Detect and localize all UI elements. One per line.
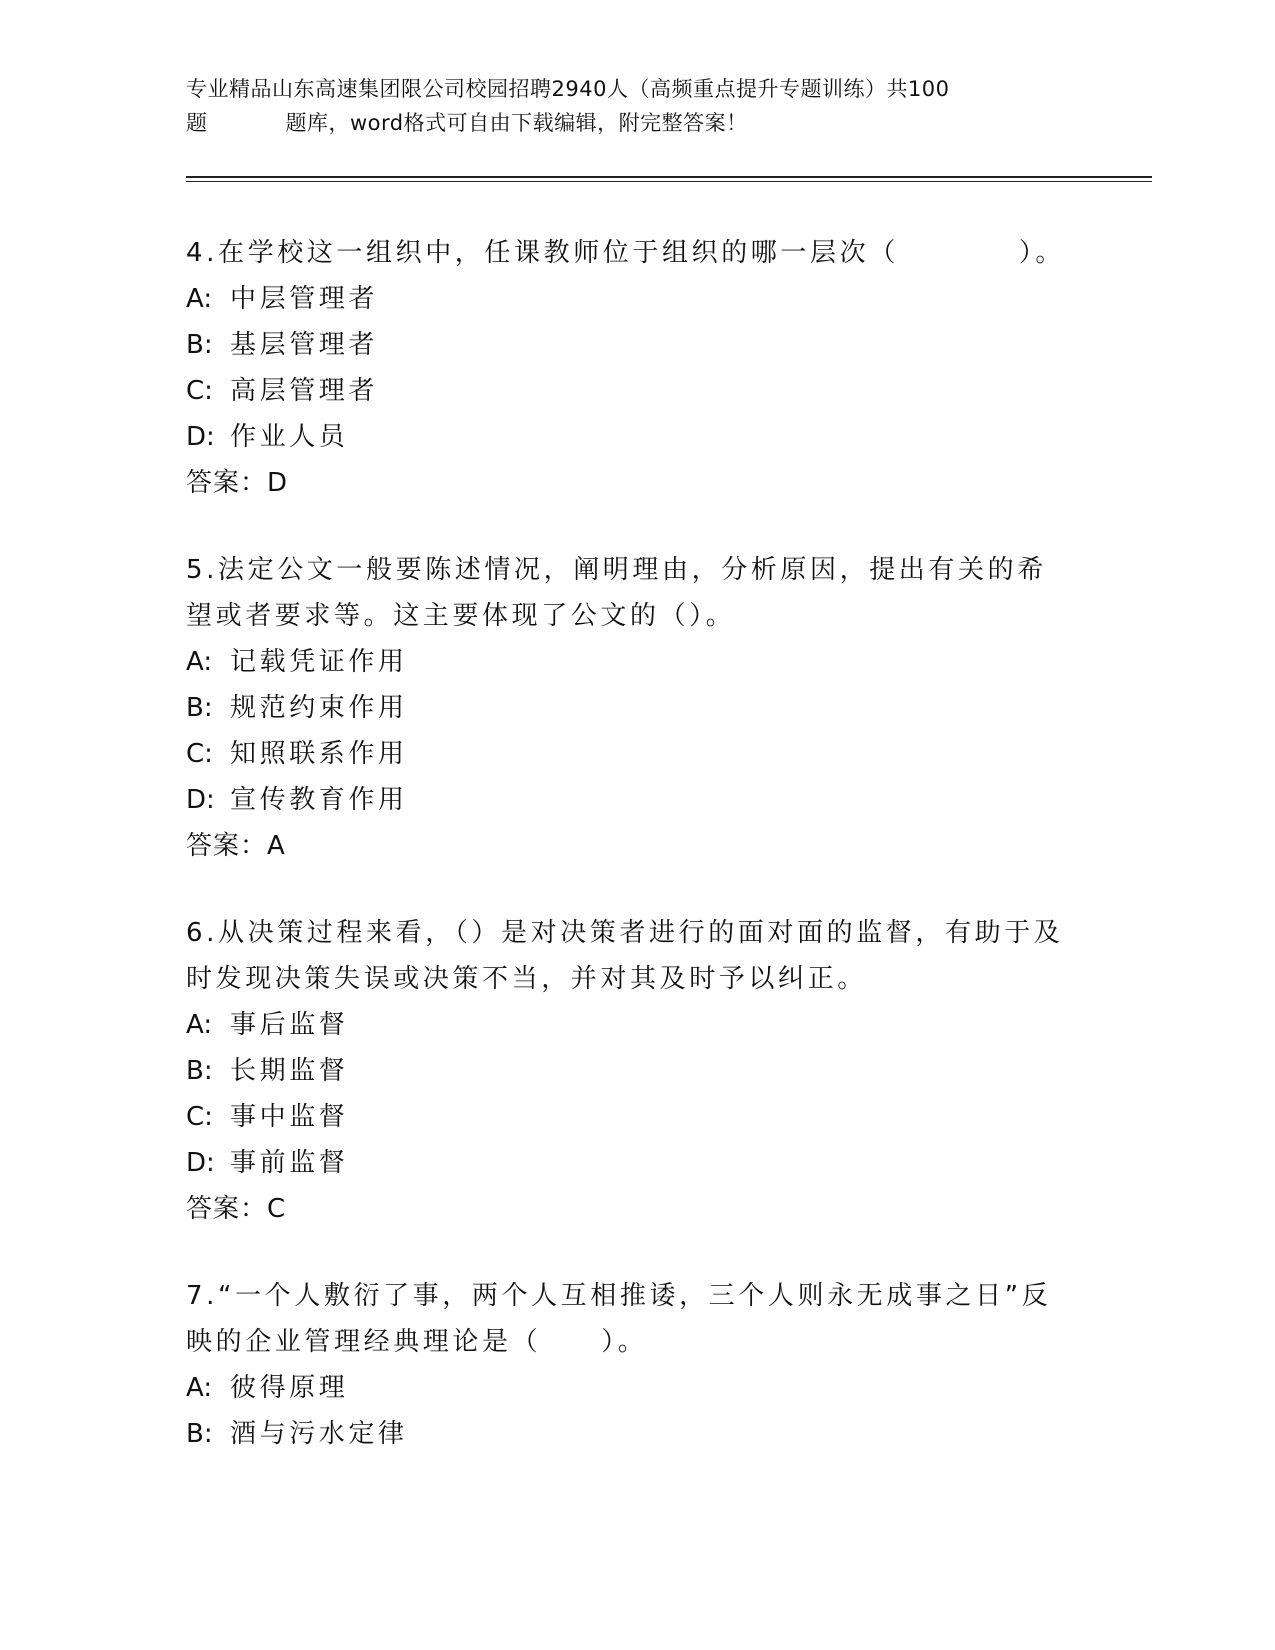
option-c [186,731,1066,777]
option-a [186,1365,1066,1411]
header-line-2 [186,106,1086,140]
header-line-2-right: 题库，word格式可自由下载编辑，附完整答案！ [285,111,748,135]
option-text: 长期监督 [230,1056,349,1086]
option-text: 作业人员 [230,422,349,452]
question-stem-end: ）。 [1018,238,1066,268]
option-text: 规范约束作用 [230,693,408,723]
option-a [186,276,1066,322]
option-letter: C: [186,376,213,406]
option-b [186,1411,1066,1457]
option-text: 记载凭证作用 [230,647,408,677]
option-letter: A: [186,1010,213,1040]
option-b [186,322,1066,368]
answer-key: 答案：A [186,831,286,861]
option-letter: B: [186,1056,213,1086]
option-a [186,1002,1066,1048]
question-stem-text: 7.“一个人敷衍了事，两个人互相推诿，三个人则永无成事之日”反映的企业管理经典理论是（ [186,1281,1052,1357]
option-letter: C: [186,1102,213,1132]
option-b [186,685,1066,731]
header-line-2-left: 题 [186,111,208,135]
question-6 [186,910,1066,1232]
option-d [186,777,1066,823]
option-text: 知照联系作用 [230,739,408,769]
option-d [186,1140,1066,1186]
question-stem: 6.从决策过程来看，（）是对决策者进行的面对面的监督，有助于及时发现决策失误或决策不当，并对其及时予以纠正。 [186,918,1064,994]
question-stem [186,1273,1066,1365]
option-text: 事前监督 [230,1148,349,1178]
option-b [186,1048,1066,1094]
option-letter: B: [186,1419,213,1449]
option-letter: D: [186,1148,215,1178]
option-text: 中层管理者 [230,284,379,314]
option-c [186,368,1066,414]
option-text: 宣传教育作用 [230,785,408,815]
option-letter: A: [186,647,213,677]
question-7 [186,1273,1066,1457]
option-letter: A: [186,1373,213,1403]
option-letter: D: [186,785,215,815]
question-stem-end: ）。 [601,1327,648,1357]
option-letter: B: [186,693,213,723]
option-text: 事后监督 [230,1010,349,1040]
header-line-1: 专业精品山东高速集团限公司校园招聘2940人（高频重点提升专题训练）共100 [186,77,950,101]
option-text: 彼得原理 [230,1373,349,1403]
document-header [186,72,1086,140]
option-letter: B: [186,330,213,360]
answer-key: 答案：C [186,1194,287,1224]
question-5 [186,547,1066,869]
question-4 [186,230,1066,506]
answer-key: 答案：D [186,468,289,498]
option-letter: D: [186,422,215,452]
question-stem-text: 4.在学校这一组织中，任课教师位于组织的哪一层次（ [186,238,899,268]
question-stem [186,230,1066,276]
option-letter: C: [186,739,213,769]
option-letter: A: [186,284,213,314]
header-divider-thin [186,181,1152,182]
question-list [186,230,1066,1498]
option-text: 高层管理者 [230,376,379,406]
option-a [186,639,1066,685]
question-stem: 5.法定公文一般要陈述情况，阐明理由，分析原因，提出有关的希望或者要求等。这主要体现了公文的（）。 [186,555,1047,631]
option-text: 酒与污水定律 [230,1419,408,1449]
option-c [186,1094,1066,1140]
option-text: 事中监督 [230,1102,349,1132]
option-text: 基层管理者 [230,330,379,360]
option-d [186,414,1066,460]
header-divider-thick [186,176,1152,178]
